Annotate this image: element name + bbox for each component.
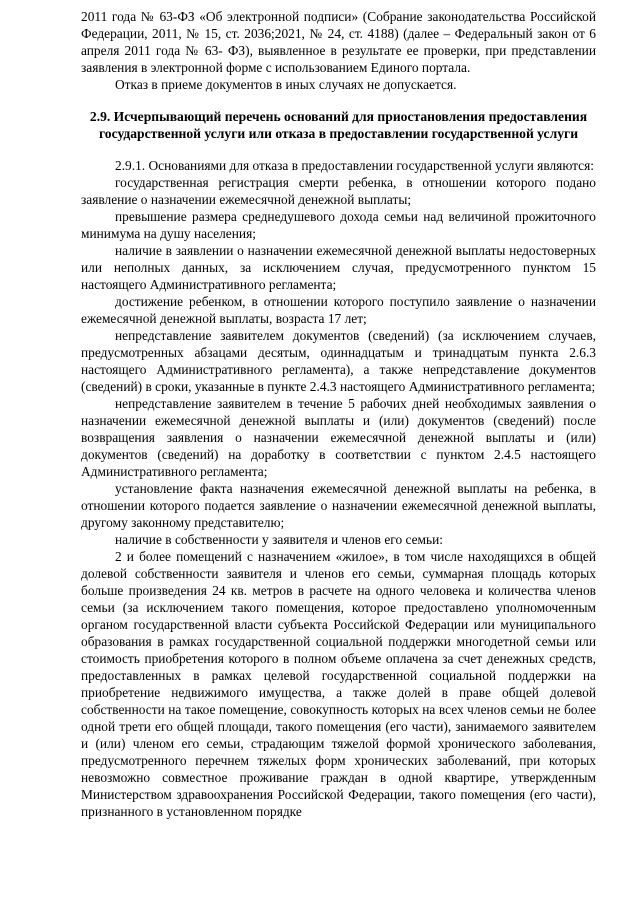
paragraph: непредставление заявителем документов (сведений) (за исключением случаев, предусмотренных абзацами десятым, одиннадцатым и тринадцатым пункта 2.6.3 настоящего Административного регламента), а также непредставление документов (сведений) в сроки, указанные в пункте 2.4.3 настоящего Административного регламента; xyxy=(81,328,596,394)
paragraph: 2.9.1. Основаниями для отказа в предоставлении государственной услуги являются: xyxy=(115,158,594,173)
paragraph: наличие в собственности у заявителя и членов его семьи: xyxy=(115,532,444,547)
section-title: 2.9. Исчерпывающий перечень оснований для приостановления предоставления государственной услуги или отказа в предоставлении государственной услуги xyxy=(89,109,588,141)
paragraph: 2 и более помещений с назначением «жилое», в том числе находящихся в общей долевой собственности заявителя и членов его семьи, суммарная площадь которых больше произведения 24 кв. метров в расчете на одного человека и количества членов семьи (за исключением такого помещения, которое предоставлено уполномоченным органом государственной власти субъекта Российской Федерации или муниципального образования в рамках государственной социальной поддержки многодетной семьи или стоимость приобретения которого в полном объеме оплачена за счет денежных средств, предоставленных в рамках целевой государственной социальной поддержки на приобретение недвижимого имущества, а также долей в праве общей долевой собственности на такое помещение, совокупность которых на всех членов семьи не более одной трети его общей площади, такого помещения (его части), занимаемого заявителем и (или) членом его семьи, страдающим тяжелой формой хронического заболевания, предусмотренного перечнем тяжелых форм хронических заболеваний, при которых невозможно совместное проживание граждан в одной квартире, утвержденным Министерством здравоохранения Российской Федерации, такого помещения (его части), признанного в установленном порядке xyxy=(81,549,596,819)
paragraph: государственная регистрация смерти ребенка, в отношении которого подано заявление о назначении ежемесячной денежной выплаты; xyxy=(81,175,596,207)
paragraph: установление факта назначения ежемесячной денежной выплаты на ребенка, в отношении которого подается заявление о назначении ежемесячной денежной выплаты, другому законному представителю; xyxy=(81,481,596,530)
paragraph: наличие в заявлении о назначении ежемесячной денежной выплаты недостоверных или неполных данных, за исключением случая, предусмотренного пунктом 15 настоящего Административного регламента; xyxy=(81,243,596,292)
paragraph: превышение размера среднедушевого дохода семьи над величиной прожиточного минимума на душу населения; xyxy=(81,209,596,241)
paragraph: непредставление заявителем в течение 5 рабочих дней необходимых заявления о назначении ежемесячной денежной выплаты и (или) документов (сведений) после возвращения заявления о назначении ежемесячной денежной выплаты и (или) документов (сведений) на доработку в соответствии с пунктом 2.4.5 настоящего Административного регламента; xyxy=(81,396,596,479)
document-page xyxy=(81,8,596,820)
intro-paragraph: 2011 года № 63-ФЗ «Об электронной подписи» (Собрание законодательства Российской Федерации, 2011, № 15, ст. 2036;2021, № 24, ст. 4188) (далее – Федеральный закон от 6 апреля 2011 года № 63- ФЗ), выявленное в результате ее проверки, при представлении заявления в электронной форме с использованием Единого портала. xyxy=(81,9,596,75)
paragraph: достижение ребенком, в отношении которого поступило заявление о назначении ежемесячной денежной выплаты, возраста 17 лет; xyxy=(81,294,596,326)
refusal-note: Отказ в приеме документов в иных случаях не допускается. xyxy=(115,77,457,92)
